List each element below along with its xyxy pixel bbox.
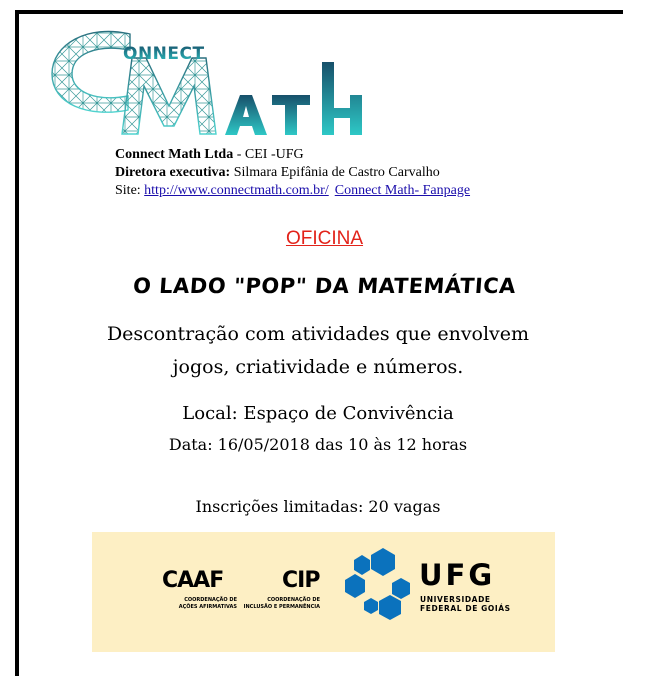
connect-math-logo-icon [48, 26, 368, 141]
director-label: Diretora executiva: [115, 165, 231, 180]
event-type [0, 228, 649, 250]
description-line-1: Descontração com atividades que envolvem [106, 323, 530, 345]
director-line [115, 164, 470, 182]
ufg-hexagon-icon [340, 546, 420, 628]
site-link[interactable]: http://www.connectmath.com.br/ [144, 183, 329, 198]
ufg-subtitle [420, 595, 511, 613]
site-label: Site: [115, 183, 145, 198]
company-affiliation: - CEI -UFG [233, 147, 304, 162]
caaf-subtitle [157, 597, 237, 611]
event-location: Local: Espaço de Convivência [182, 403, 454, 424]
director-name: Silmara Epifânia de Castro Carvalho [230, 165, 440, 180]
company-name: Connect Math Ltda [115, 147, 234, 162]
company-info [115, 146, 470, 200]
page-border-top [15, 10, 623, 14]
fanpage-link[interactable]: Connect Math- Fanpage [334, 183, 471, 198]
cip-subtitle [240, 597, 320, 611]
site-line [115, 182, 470, 200]
event-type-label: OFICINA [285, 228, 364, 249]
ufg-sub-line-1: UNIVERSIDADE [420, 595, 491, 604]
event-registration: Inscrições limitadas: 20 vagas [195, 497, 441, 516]
cip-logo: CIP [282, 568, 320, 593]
ufg-logo: UFG [419, 558, 496, 592]
cip-sub-line-2: INCLUSÃO E PERMANÊNCIA [243, 604, 320, 610]
ufg-sub-line-2: FEDERAL DE GOIÁS [420, 604, 511, 613]
caaf-sub-line-2: AÇÕES AFIRMATIVAS [178, 604, 237, 610]
company-line [115, 146, 470, 164]
connect-math-logo [48, 26, 368, 141]
cip-sub-line-1: COORDENAÇÃO DE [267, 597, 320, 603]
event-description [0, 318, 636, 384]
event-date: Data: 16/05/2018 das 10 às 12 horas [168, 435, 468, 454]
logo-connect-text: ONNECT [123, 44, 205, 64]
caaf-sub-line-1: COORDENAÇÃO DE [184, 597, 237, 603]
event-title: O LADO "POP" DA MATEMÁTICA [132, 274, 517, 298]
caaf-logo: CAAF [162, 568, 224, 593]
description-line-2: jogos, criatividade e números. [172, 356, 464, 378]
